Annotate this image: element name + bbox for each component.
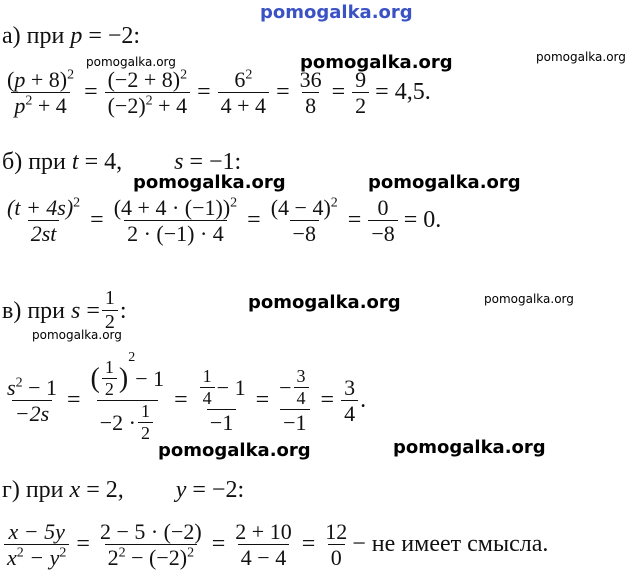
fraction: $\frac{x - 5y}{x^2 - y^2}$ (4, 520, 69, 569)
part-a-label: а) при (2, 23, 65, 49)
watermark: pomogalka.org (368, 172, 521, 193)
variable-p: p (70, 23, 83, 49)
part-v-heading: в) при s = $\frac{1}{2}$ : (2, 287, 127, 333)
part-b-result: = 0. (403, 207, 442, 234)
watermark: pomogalka.org (484, 292, 574, 306)
part-a-result: = 4,5. (375, 79, 431, 106)
part-a-heading (2, 24, 140, 48)
fraction: $\frac{3}{4}$ (341, 376, 358, 425)
watermark: pomogalka.org (536, 50, 626, 64)
watermark: pomogalka.org (32, 328, 122, 342)
fraction: ( $\frac{1}{2}$ ) 2 − 1 −2 · $\frac{1}{2}$ (90, 350, 165, 443)
fraction: $\frac{(t + 4s)^2}{2st}$ (7, 195, 81, 247)
part-v-equation: $\frac{s^2 - 1}{-2s}$ = ( $\frac{1}{2}$ ) 2 − 1 −2 · $\frac{1}{2}$ = $\frac{1}{4}$ − 1 −1 = − $\frac{3}{4}$ −1 = $\frac{3}{4}$ . (2, 358, 366, 443)
watermark: pomogalka.org (248, 292, 401, 313)
part-g-equation: $\frac{x - 5y}{x^2 - y^2}$ = $\frac{2 - 5 \cdot (-2)}{2^2 - (-2)^2}$ = $\frac{2 + 10}{4 - 4}$ = $\frac{12}{0}$ − не имеет смысла. (2, 520, 548, 569)
fraction: $\frac{s^2 - 1}{-2s}$ (7, 374, 57, 426)
fraction: $\frac{(-2 + 8)^2}{(-2)^2 + 4}$ (105, 68, 190, 117)
fraction: $\frac{(4 - 4)^2}{-8}$ (270, 195, 338, 247)
fraction: $\frac{0}{-8}$ (368, 196, 397, 245)
part-a-condition: = −2: (88, 23, 141, 49)
watermark: pomogalka.org (300, 52, 453, 73)
part-b-equation: $\frac{(t + 4s)^2}{2st}$ = $\frac{(4 + 4 \cdot (-1))^2}{2 \cdot (-1) \cdot 4}$ = $\frac{(4 - 4)^2}{-8}$ = $\frac{0}{-8}$ = 0. (2, 196, 441, 245)
watermark: pomogalka.org (393, 437, 546, 458)
fraction: $\frac{1}{4}$ − 1 −1 (195, 367, 249, 434)
fraction: $\frac{6^2}{4 + 4}$ (218, 68, 269, 117)
watermark: pomogalka.org (133, 172, 286, 193)
fraction: $\frac{36}{8}$ (299, 67, 322, 119)
part-b-heading: б) при t = 4, s = −1: (2, 149, 242, 175)
watermark-top: pomogalka.org (260, 2, 413, 23)
fraction: $\frac{(4 + 4 \cdot (-1))^2}{2 \cdot (-1) \cdot 4}$ (113, 195, 238, 247)
part-g-heading: г) при x = 2, y = −2: (2, 477, 245, 503)
part-a-equation: $\frac{(p + 8)^2}{p^2 + 4}$ = $\frac{(-2 + 8)^2}{(-2)^2 + 4}$ = $\frac{6^2}{4 + 4}$ = $\frac{36}{8}$ = $\frac{9}{2}$ = 4,5. (2, 68, 431, 117)
watermark: pomogalka.org (86, 55, 176, 69)
fraction: $\frac{9}{2}$ (352, 68, 369, 117)
part-g-result: − не имеет смысла. (352, 531, 549, 558)
fraction: − $\frac{3}{4}$ −1 (276, 367, 313, 434)
fraction: $\frac{(p + 8)^2}{p^2 + 4}$ (7, 67, 75, 119)
fraction: $\frac{2 - 5 \cdot (-2)}{2^2 - (-2)^2}$ (99, 519, 202, 571)
fraction: $\frac{12}{0}$ (325, 519, 348, 571)
fraction: $\frac{1}{2}$ (102, 288, 118, 333)
watermark: pomogalka.org (158, 440, 311, 461)
fraction: $\frac{2 + 10}{4 - 4}$ (235, 519, 292, 571)
